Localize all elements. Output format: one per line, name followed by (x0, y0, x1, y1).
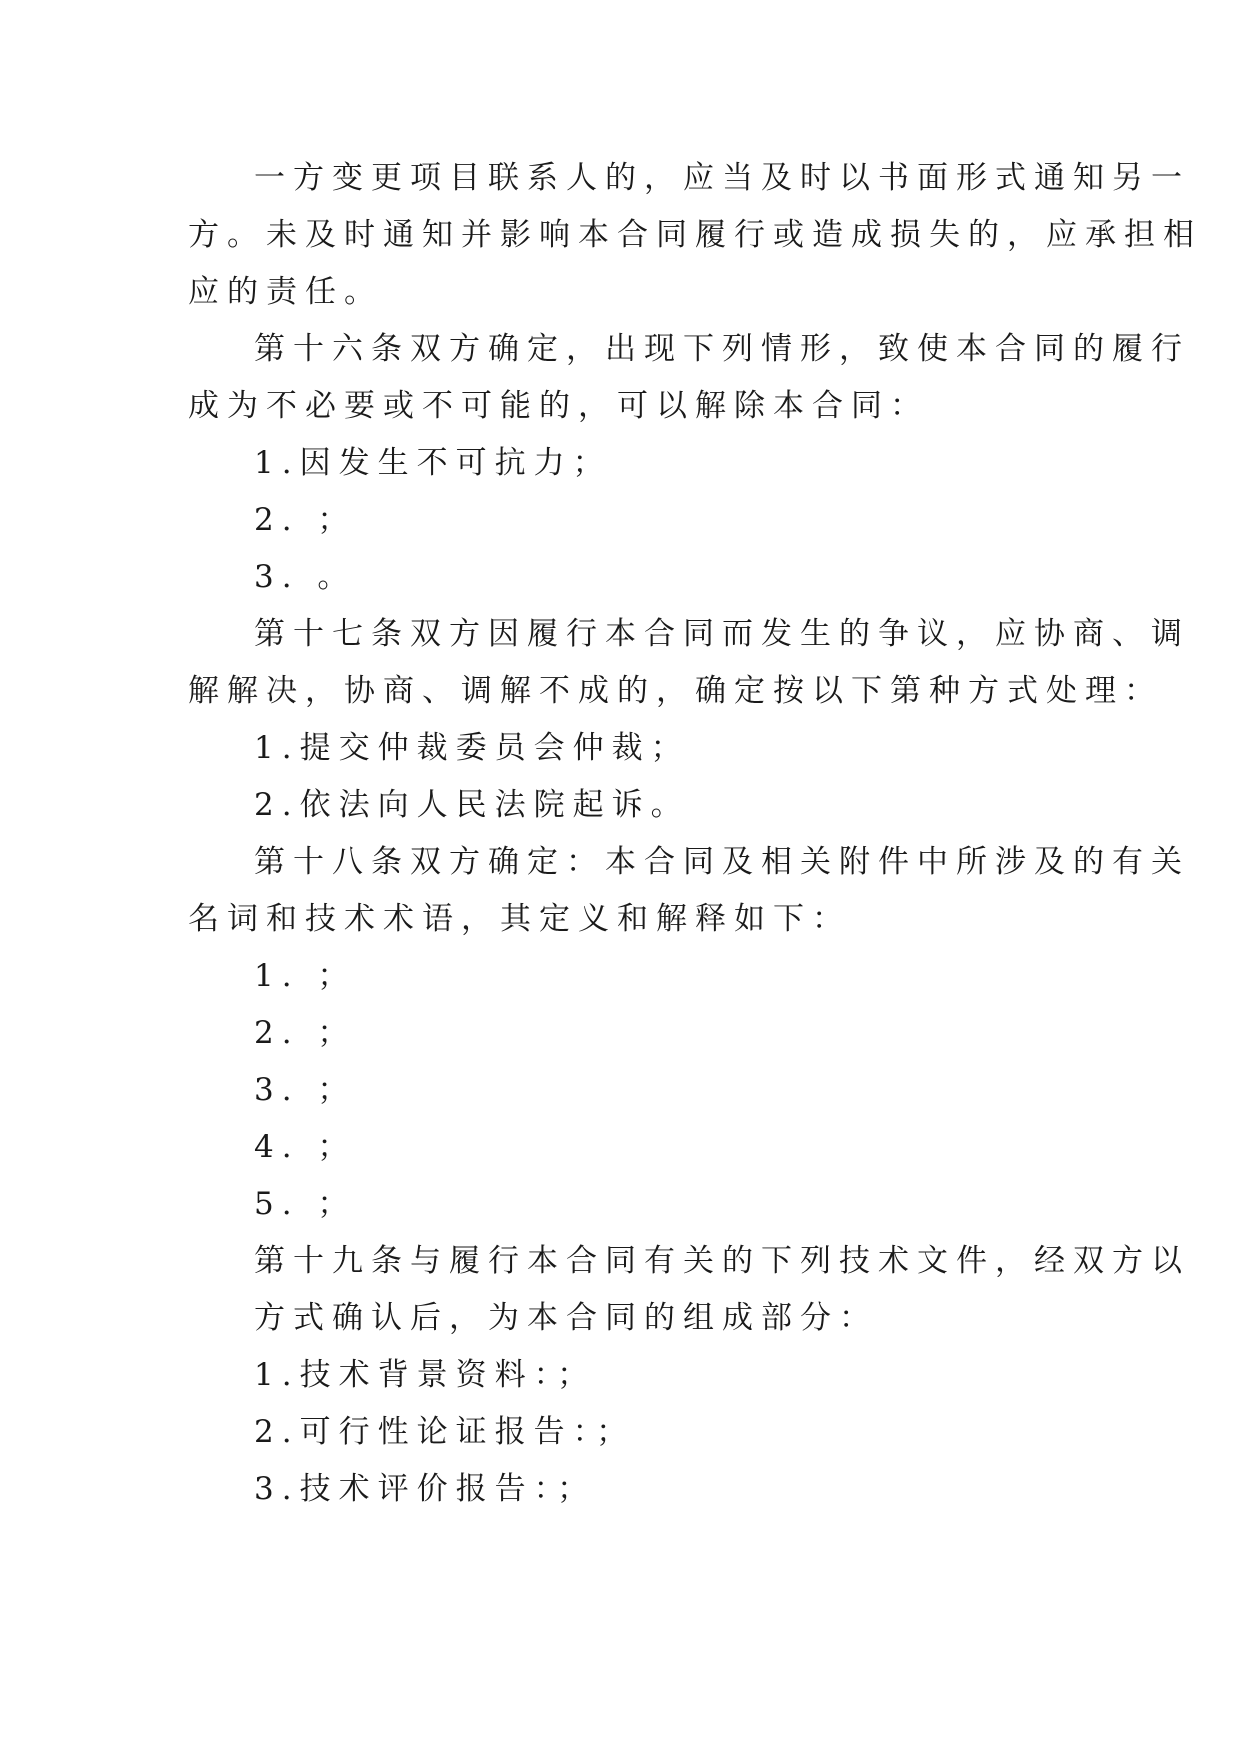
list-item: 2.可行性论证报告：； (254, 1414, 636, 1450)
clause-text-line: 解解决，协商、调解不成的，确定按以下第种方式处理： (188, 673, 1163, 709)
list-item: 2. ； (254, 1015, 357, 1051)
clause-text-line: 一方变更项目联系人的，应当及时以书面形式通知另一 (254, 160, 1190, 196)
clause-19-heading: 第十九条与履行本合同有关的下列技术文件，经双方以 (254, 1243, 1190, 1279)
clause-text-line: 成为不必要或不可能的，可以解除本合同： (188, 388, 929, 424)
list-item: 3. ； (254, 1072, 357, 1108)
list-item: 4. ； (254, 1129, 357, 1165)
list-item: 3. 。 (254, 559, 357, 595)
clause-text-line: 方式确认后，为本合同的组成部分： (254, 1300, 878, 1336)
list-item: 3.技术评价报告：； (254, 1471, 597, 1507)
clause-text-line: 名词和技术术语，其定义和解释如下： (188, 901, 851, 937)
list-item: 2. ； (254, 502, 357, 538)
list-item: 2.依法向人民法院起诉。 (254, 787, 690, 823)
list-item: 1.技术背景资料：； (254, 1357, 597, 1393)
clause-text-line: 应的责任。 (188, 274, 383, 310)
list-item: 1.因发生不可抗力； (254, 445, 612, 481)
list-item: 1. ； (254, 958, 357, 994)
list-item: 5. ； (254, 1186, 357, 1222)
clause-17-heading: 第十七条双方因履行本合同而发生的争议，应协商、调 (254, 616, 1190, 652)
clause-text-line: 方。未及时通知并影响本合同履行或造成损失的，应承担相 (188, 217, 1202, 253)
clause-16-heading: 第十六条双方确定，出现下列情形，致使本合同的履行 (254, 331, 1190, 367)
clause-18-heading: 第十八条双方确定：本合同及相关附件中所涉及的有关 (254, 844, 1190, 880)
list-item: 1.提交仲裁委员会仲裁； (254, 730, 690, 766)
